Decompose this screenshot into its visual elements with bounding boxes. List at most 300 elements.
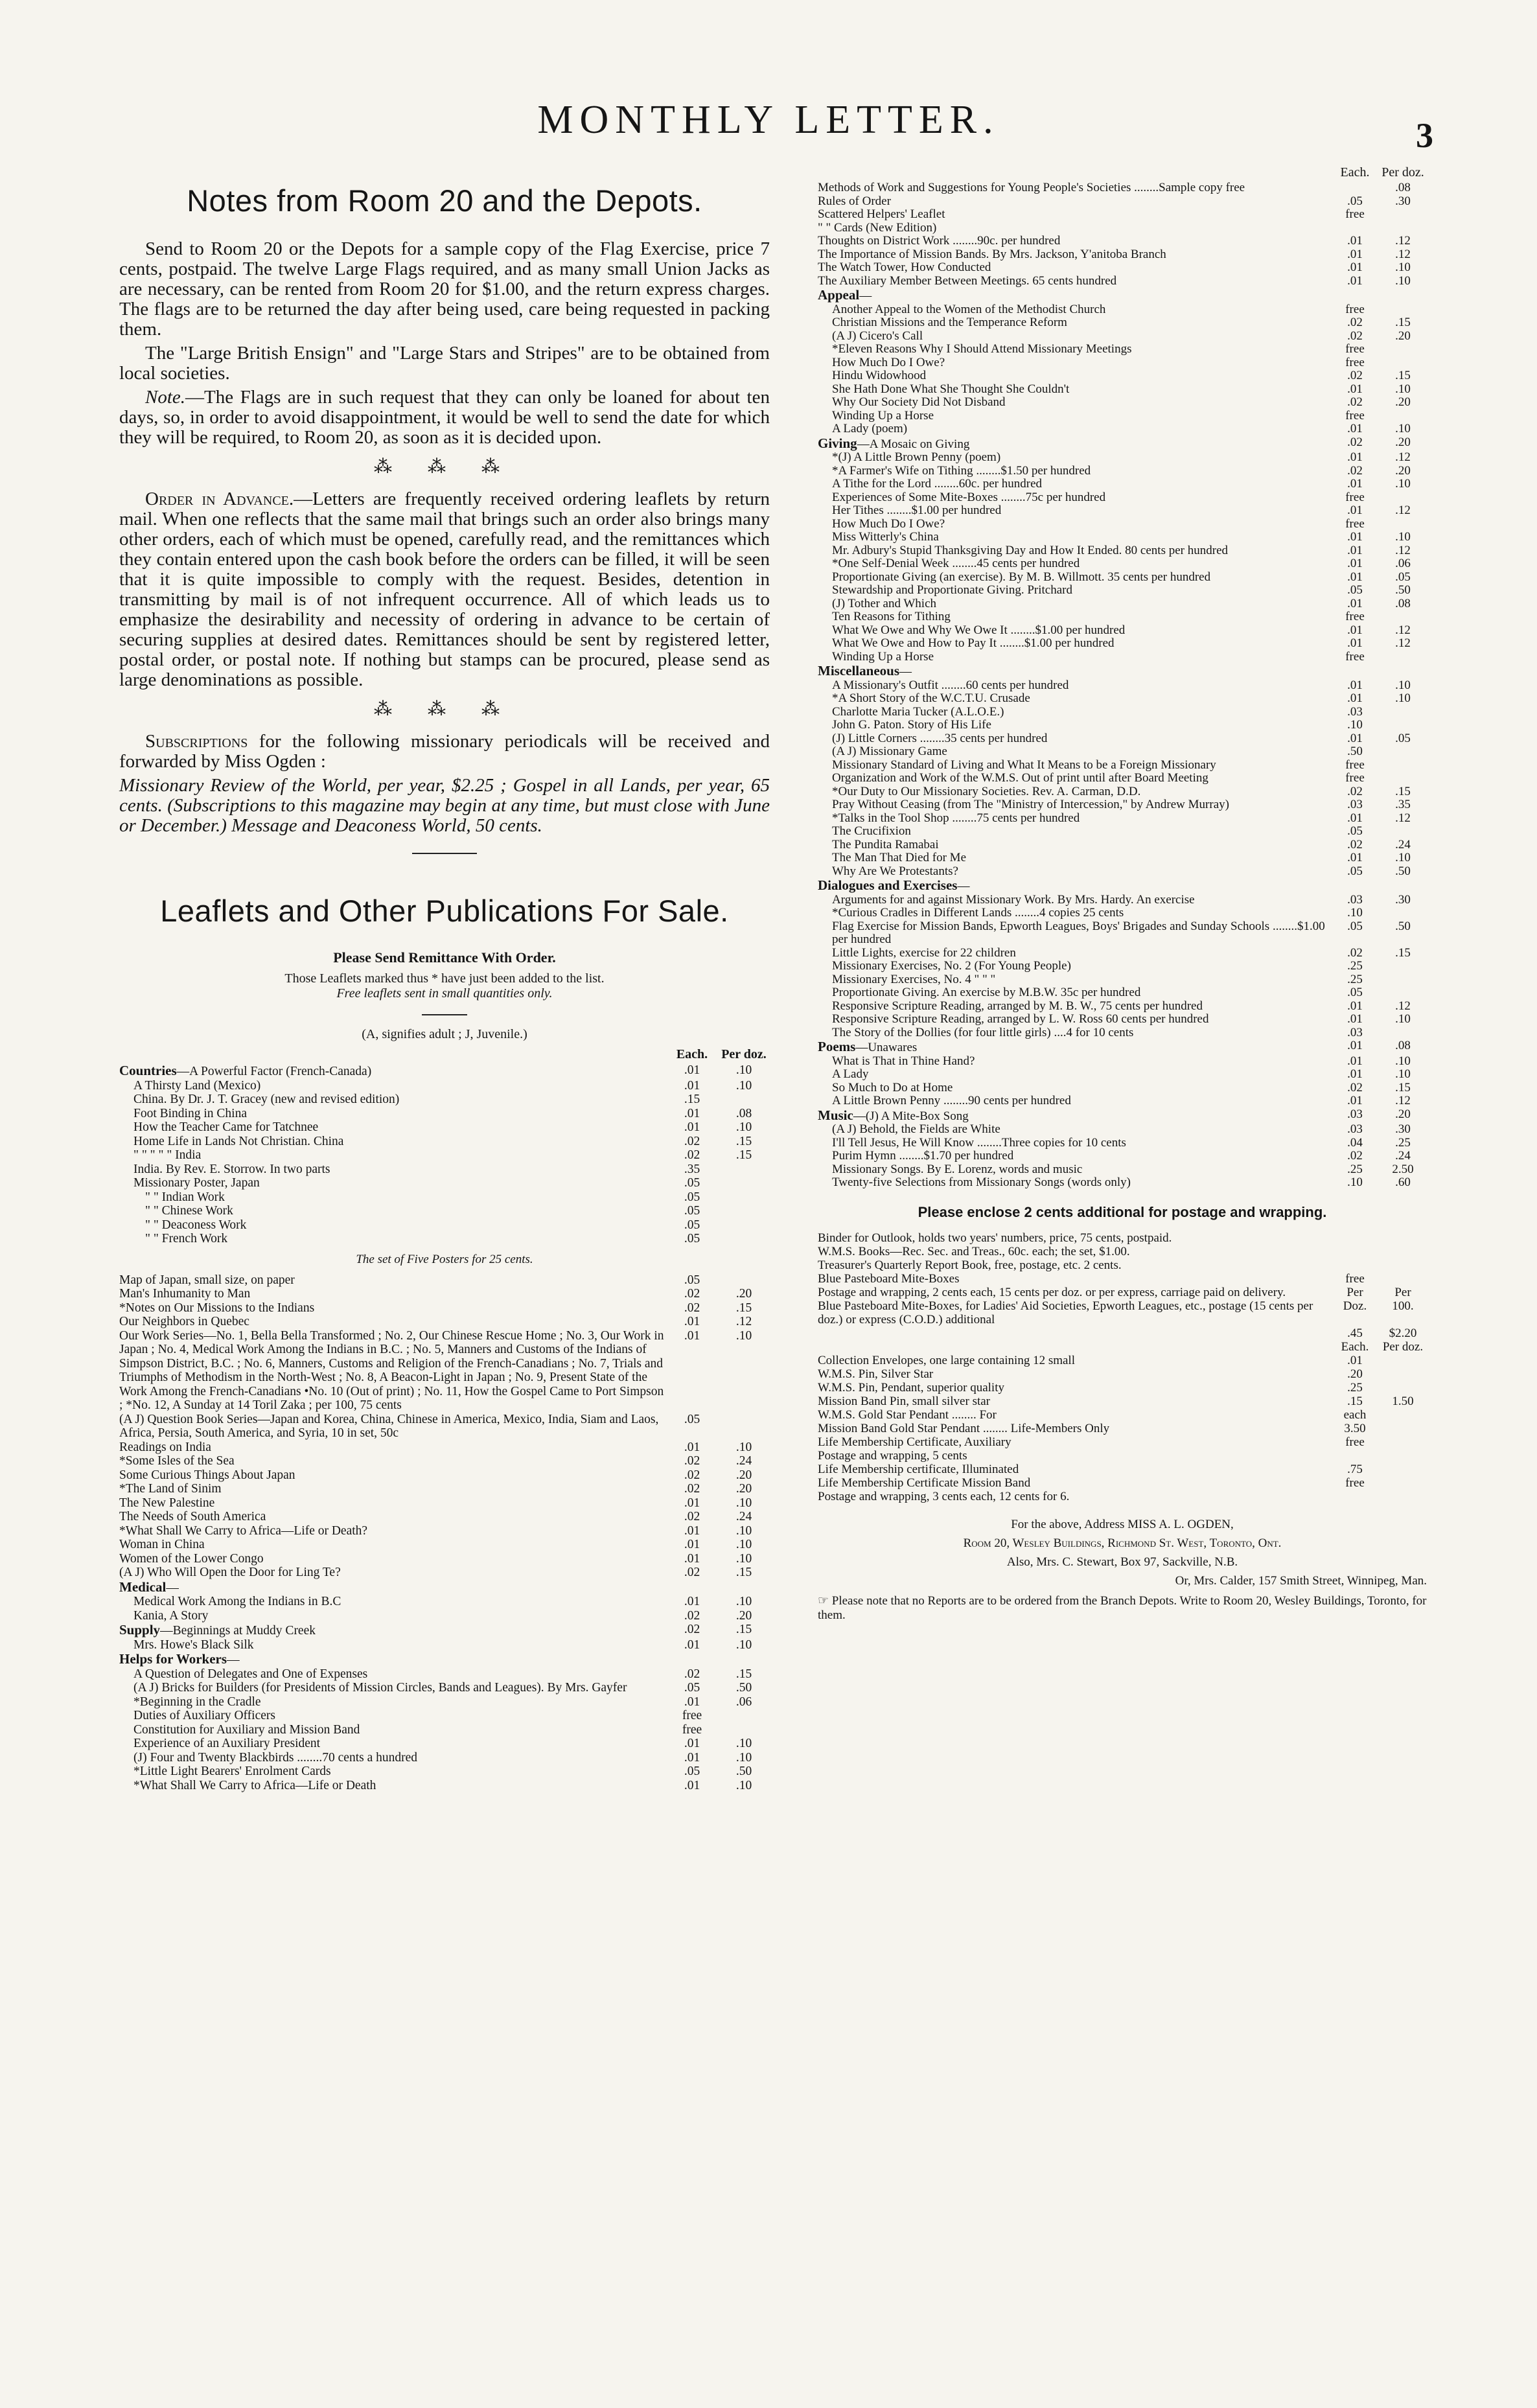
leaflet-list-right [818,181,1427,1190]
item-title [818,692,1331,706]
item-text: Ten Reasons for Tithing [832,610,951,623]
price-per-dozen: .12 [1395,811,1411,825]
category-label: Miscellaneous [818,663,899,678]
list-item [818,772,1427,785]
price-per-dozen: .10 [735,1078,752,1093]
final-note: ☞ Please note that no Reports are to be ordered from the Branch Depots. Write to Room 20, Wesley Buildings, Toronto, for them. [818,1593,1427,1622]
price-per-dozen: .10 [1395,691,1411,705]
price-per-dozen: .10 [1395,1012,1411,1026]
price-per-dozen: .10 [735,1538,752,1551]
list-item [818,208,1427,222]
item-text: Responsive Scripture Reading, arranged by M. B. W., 75 cents per hundred [832,999,1203,1013]
item-text: W.M.S. Books—Rec. Sec. and Treas., 60c. each; the set, $1.00. [818,1244,1130,1258]
list-item [818,410,1427,423]
item-text: Miss Witterly's China [832,530,939,544]
item-title [818,1395,1331,1408]
price-each: .01 [1347,530,1363,544]
item-text: *Some Isles of the Sea [119,1454,235,1468]
list-item [818,288,1427,303]
list-item [818,759,1427,772]
price-each: .01 [1347,851,1363,864]
price-per-dozen: .15 [735,1623,752,1636]
price-per-dozen: .10 [1395,1054,1411,1068]
price-each: .01 [1347,1067,1363,1081]
list-item [818,878,1427,894]
price-each: .05 [684,1190,700,1204]
list-item [818,1082,1427,1095]
right-col-doz-label: Per doz. [1381,165,1424,179]
price-each: .15 [1347,1394,1363,1408]
item-title [119,1566,666,1580]
list-item [818,195,1427,209]
item-text: W.M.S. Pin, Silver Star [818,1367,934,1381]
item-text: (A J) Missionary Game [832,745,947,758]
item-title [818,275,1331,288]
price-per-dozen: .12 [1395,636,1411,650]
price-per-dozen: .08 [1395,181,1411,194]
price-each: .01 [1347,1039,1363,1052]
item-title [818,651,1331,664]
category-label: Countries [119,1063,177,1078]
list-item [818,518,1427,531]
item-title [818,1463,1331,1476]
item-title [119,1709,666,1723]
item-text: Flag Exercise for Mission Bands, Epworth Leagues, Boys' Brigades and Sunday Schools ........$1.00 per hundred [832,919,1325,946]
price-per-dozen: .60 [1395,1175,1411,1189]
item-text: *Our Duty to Our Missionary Societies. Rev. A. Carman, D.D. [832,784,1141,798]
price-each: .05 [1347,986,1363,999]
price-each: free [1345,1476,1365,1490]
item-text: Responsive Scripture Reading, arranged by L. W. Ross 60 cents per hundred [832,1012,1209,1026]
item-title [119,1063,666,1079]
leaflets-title: Leaflets and Other Publications For Sale. [160,894,729,928]
price-each: free [1345,490,1365,504]
price-each: .01 [1347,260,1363,274]
price-each: .03 [1347,1025,1363,1039]
list-item [818,235,1427,248]
category-label: Giving [818,435,857,451]
list-item [119,1148,770,1163]
price-each: Doz. [1343,1299,1367,1313]
list-item [119,1652,770,1667]
list-item [818,436,1427,452]
price-each: .03 [1347,704,1363,719]
price-per-dozen: .06 [735,1695,752,1709]
price-each: .04 [1347,1135,1363,1150]
item-title [818,706,1331,719]
item-text: Blue Pasteboard Mite-Boxes [818,1271,960,1286]
list-item [119,1538,770,1552]
price-per-dozen: .15 [735,1667,752,1681]
item-title [818,1150,1331,1163]
list-item [818,1354,1427,1367]
price-per-dozen: .10 [735,1120,752,1134]
item-text: Missionary Standard of Living and What It Means to be a Foreign Missionary [832,758,1216,772]
price-each: free [1345,302,1365,316]
item-text: The Crucifixion [832,824,911,838]
price-each: .01 [1347,1094,1363,1107]
price-each: .01 [1347,691,1363,705]
item-title [818,1231,1331,1245]
list-item [818,571,1427,585]
list-item [119,1638,770,1652]
price-each: .01 [1347,450,1363,464]
item-title [119,1510,666,1524]
item-title [818,491,1331,505]
price-each: .01 [1347,557,1363,570]
price-each: .05 [684,1176,700,1190]
price-per-dozen: .15 [735,1134,752,1148]
price-each: .25 [1347,972,1363,986]
list-item [818,812,1427,826]
price-each: free [682,1709,702,1722]
list-item [818,894,1427,907]
price-per-dozen: .24 [1395,837,1411,851]
list-item [818,986,1427,1000]
list-item [119,1273,770,1288]
price-per-dozen: 1.50 [1392,1394,1414,1408]
item-title [818,1367,1331,1381]
item-text: *Notes on Our Missions to the Indians [119,1301,315,1315]
price-each: .02 [1347,1080,1363,1094]
item-text: Man's Inhumanity to Man [119,1287,251,1301]
price-each: .05 [684,1218,700,1232]
item-text: Some Curious Things About Japan [119,1468,295,1482]
item-title [119,1468,666,1483]
item-title [818,745,1331,759]
list-item [119,1779,770,1793]
price-each: .01 [684,1595,700,1608]
price-each: .02 [684,1287,700,1301]
price-per-dozen: .06 [1395,557,1411,570]
list-item [818,465,1427,478]
item-text: *(J) A Little Brown Penny (poem) [832,450,1001,464]
price-per-dozen: .10 [1395,382,1411,396]
price-each: .01 [1347,543,1363,557]
item-text: Why Are We Protestants? [832,864,958,878]
item-title [818,1094,1331,1108]
item-title [119,1580,666,1595]
item-text: Mission Band Pin, small silver star [818,1394,990,1408]
price-each: .01 [684,1496,700,1510]
price-each: .02 [684,1454,700,1468]
item-title [818,1354,1331,1367]
price-each: .05 [1347,824,1363,838]
price-per-dozen: .12 [1395,1094,1411,1107]
item-text: —A Mosaic on Giving [857,437,970,451]
price-each: .02 [1347,463,1363,478]
price-per-dozen: .12 [1395,623,1411,637]
item-text: Readings on India [119,1440,211,1454]
list-item [818,692,1427,706]
item-title [119,1107,666,1121]
price-each: .05 [684,1232,700,1245]
item-title [119,1329,666,1413]
price-each: .01 [1347,570,1363,584]
list-item [119,1135,770,1149]
price-each: .02 [1347,837,1363,851]
price-each: .10 [1347,906,1363,920]
item-text: *Curious Cradles in Different Lands ........4 copies 25 cents [832,906,1124,920]
list-item [818,1094,1427,1108]
list-item [818,664,1427,679]
subscriptions-text: for the following missionary periodicals will be received and forwarded by Miss Ogden : [119,731,770,772]
item-text: Life Membership Certificate, Auxiliary [818,1435,1011,1449]
item-title [818,597,1331,611]
item-text: W.M.S. Gold Star Pendant ........ For [818,1407,997,1422]
item-title [119,1723,666,1737]
price-each: .01 [1347,234,1363,248]
list-item [818,1013,1427,1026]
price-each: .01 [1347,623,1363,637]
col-doz-label: Per doz. [721,1047,767,1061]
item-title [119,1595,666,1609]
item-text: *One Self-Denial Week ........45 cents per hundred [832,557,1080,570]
list-item [119,1063,770,1079]
price-each: .05 [1347,919,1363,933]
item-text: Life Membership certificate, Illuminated [818,1462,1019,1476]
item-title [818,584,1331,597]
item-title [818,531,1331,544]
leaflet-list-b [119,1273,770,1793]
item-title [818,1449,1331,1463]
item-text: The Needs of South America [119,1510,266,1523]
item-title [818,825,1331,839]
price-each: free [1345,758,1365,772]
price-each: .03 [1347,1122,1363,1136]
item-title [119,1623,666,1638]
item-title [119,1135,666,1149]
item-title [818,181,1331,195]
item-title [119,1454,666,1468]
item-title [818,288,1331,303]
item-title [818,1137,1331,1150]
item-title [818,571,1331,585]
item-text: Missionary Exercises, No. 2 (For Young People) [832,959,1071,973]
price-each: .01 [1347,636,1363,650]
price-each: .02 [1347,369,1363,382]
item-text: Another Appeal to the Women of the Methodist Church [832,302,1106,316]
list-item [818,973,1427,987]
price-each: .02 [684,1566,700,1579]
separator-stars: ⁂ ⁂ ⁂ [374,457,515,477]
price-each: .03 [1347,892,1363,907]
item-title [818,839,1331,852]
list-item [818,1490,1427,1503]
item-title [818,772,1331,785]
item-title [818,1176,1331,1190]
price-each: .45 [1347,1326,1363,1340]
item-text: Mission Band Gold Star Pendant ........ Life-Members Only [818,1421,1110,1435]
price-per-dozen: .10 [735,1496,752,1510]
item-title [119,1737,666,1751]
item-text: Women of the Lower Congo [119,1551,264,1566]
item-text: " " " " " India [133,1148,202,1162]
item-title [818,343,1331,356]
list-item [818,343,1427,356]
key-note: (A, signifies adult ; J, Juvenile.) [362,1027,527,1041]
item-text: Constitution for Auxiliary and Mission Band [133,1722,360,1737]
item-text: Organization and Work of the W.M.S. Out of print until after Board Meeting [832,771,1208,785]
item-text: A Thirsty Land (Mexico) [133,1078,261,1093]
item-text: What is That in Thine Hand? [832,1054,975,1068]
list-item [119,1413,770,1441]
list-item [818,584,1427,597]
price-each: .03 [1347,1107,1363,1121]
list-item [818,798,1427,812]
item-title [119,1681,666,1695]
item-text: Stewardship and Proportionate Giving. Pritchard [832,583,1072,597]
list-item [119,1441,770,1455]
list-item [818,1340,1427,1354]
item-title [818,973,1331,987]
price-per-dozen: .10 [1395,422,1411,435]
price-per-dozen: Per [1394,1285,1411,1299]
item-text: How the Teacher Came for Tatchnee [133,1120,319,1134]
item-title [818,759,1331,772]
list-item [818,1272,1427,1286]
item-title [119,1301,666,1315]
item-title [818,383,1331,397]
item-text: (A J) Who Will Open the Door for Ling Te? [119,1566,341,1579]
list-item [119,1623,770,1638]
price-per-dozen: .20 [1395,395,1411,409]
item-text: Arguments for and against Missionary Work. By Mrs. Hardy. An exercise [832,892,1195,907]
list-item [119,1163,770,1177]
item-text: Twenty-five Selections from Missionary Songs (words only) [832,1175,1131,1189]
item-text: Our Work Series—No. 1, Bella Bella Transformed ; No. 2, Our Chinese Rescue Home ; No. 3, Our Work in Japan ; No. 4, Medical Work Among the Indians in B.C. ; No. 5, Manners and Customs of the Indians of Simpson District, B.C. ; No. 6, Manners, Customs and Religion of the French-Canadians ; No. 7, Trials and Triumphs of Methodism in the North-West ; No. 8, A Beacon-Light in Japan ; No. 9, Present State of the Work Among the French-Canadians •No. 10 (Out of print) ; No. 11, How the Gospel Came to Port Simpson ; *No. 12, A Sunday at 14 Toril Zaka ; per 100, 75 cents [119,1328,664,1412]
price-each: .01 [1347,477,1363,491]
page-number: 3 [1416,116,1433,155]
price-each: .01 [684,1695,700,1709]
divider-rule [412,853,477,854]
item-title [818,1082,1331,1095]
price-each: .01 [684,1328,700,1343]
list-item [119,1079,770,1093]
item-title [818,235,1331,248]
item-title [818,465,1331,478]
item-title [818,208,1331,222]
item-text: How Much Do I Owe? [832,355,945,369]
price-per-dozen: .08 [1395,1039,1411,1052]
price-each: .01 [684,1106,700,1120]
price-each: .01 [684,1778,700,1792]
item-title [818,1299,1331,1326]
price-each: .01 [1347,811,1363,825]
price-each: .01 [684,1120,700,1134]
price-per-dozen: .30 [1395,194,1411,208]
item-text: *Talks in the Tool Shop ........75 cents per hundred [832,811,1080,825]
item-title [818,423,1331,436]
item-title [818,544,1331,558]
category-label: Music [818,1107,853,1123]
free-note: Free leaflets sent in small quantities only. [336,986,553,1001]
item-title [818,1381,1331,1395]
item-title [818,960,1331,973]
list-item [818,248,1427,262]
price-per-dozen: 2.50 [1392,1162,1414,1176]
item-text: —Unawares [855,1041,918,1054]
price-each: .02 [684,1134,700,1148]
price-per-dozen: .30 [1395,892,1411,907]
item-title [818,222,1331,235]
list-item [818,222,1427,235]
price-per-dozen: .15 [1395,316,1411,329]
list-item [818,624,1427,638]
item-title [818,679,1331,693]
list-item [818,356,1427,370]
price-each: .02 [1347,316,1363,329]
price-each: free [1345,771,1365,785]
item-text: I'll Tell Jesus, He Will Know ........Three copies for 10 cents [832,1135,1126,1150]
price-per-dozen: .10 [735,1638,752,1652]
category-label: Medical [119,1579,167,1595]
item-title [818,1163,1331,1177]
price-per-dozen: .10 [735,1063,752,1077]
item-text: — [859,289,872,303]
item-title [119,1148,666,1163]
price-each: .01 [1347,1054,1363,1068]
list-item [818,303,1427,317]
list-item [119,1552,770,1566]
item-title [818,1435,1331,1449]
price-each: .05 [1347,583,1363,597]
item-title [818,1245,1331,1258]
list-item [818,1231,1427,1245]
category-label: Supply [119,1622,161,1638]
item-text: Postage and wrapping, 2 cents each, 15 cents per doz. or per express, carriage paid on delivery. [818,1285,1286,1299]
item-title [818,986,1331,1000]
price-each: .01 [684,1063,700,1077]
list-item [818,907,1427,920]
item-text: Proportionate Giving. An exercise by M.B.W. 35c per hundred [832,986,1141,999]
item-text: " " Deaconess Work [145,1218,247,1232]
list-item [818,651,1427,664]
price-each: .01 [684,1538,700,1551]
price-each: .02 [1347,435,1363,449]
item-title [119,1609,666,1623]
list-item [818,181,1427,195]
item-text: The New Palestine [119,1496,215,1510]
list-item [119,1695,770,1709]
item-title [119,1482,666,1496]
item-text: Postage and wrapping, 5 cents [818,1448,967,1463]
item-text: " " Indian Work [145,1190,225,1204]
item-text: So Much to Do at Home [832,1080,953,1094]
price-per-dozen: Per doz. [1382,1339,1424,1354]
list-item [818,920,1427,947]
list-item [119,1580,770,1595]
item-text: Map of Japan, small size, on paper [119,1273,295,1287]
item-title [818,878,1331,894]
price-each: .50 [1347,745,1363,758]
price-each: .01 [684,1523,700,1538]
item-text: (A J) Cicero's Call [832,329,923,343]
price-each: .02 [1347,329,1363,343]
item-title [818,1013,1331,1026]
price-each: .02 [684,1608,700,1623]
price-per-dozen: .25 [1395,1135,1411,1150]
item-text: A Tithe for the Lord ........60c. per hundred [832,477,1043,491]
price-per-dozen: .10 [1395,678,1411,692]
price-per-dozen: .20 [1395,435,1411,449]
item-text: Scattered Helpers' Leaflet [818,207,945,221]
item-text: Duties of Auxiliary Officers [133,1709,275,1722]
list-item [818,839,1427,852]
item-title [818,785,1331,799]
price-per-dozen: .10 [735,1440,752,1454]
item-title [818,1272,1331,1286]
